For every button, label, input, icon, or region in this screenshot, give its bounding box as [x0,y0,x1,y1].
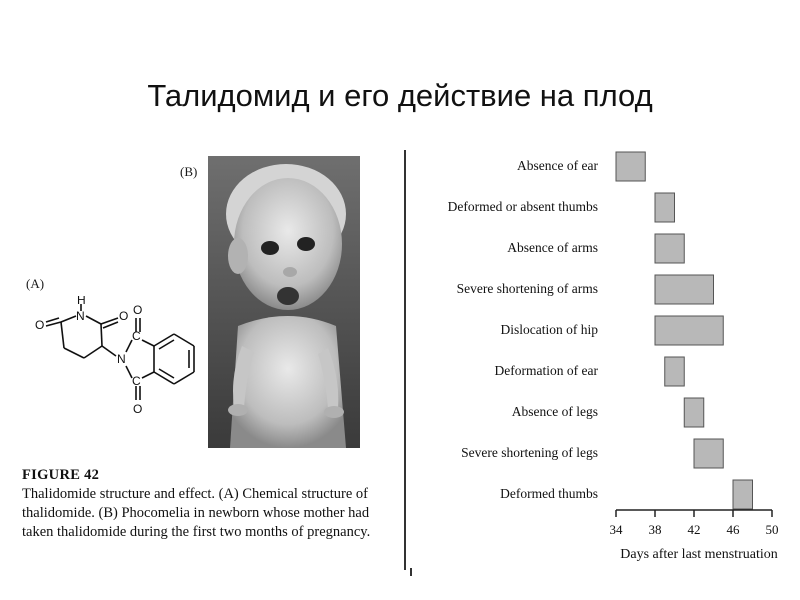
atom-o-bottom: O [133,402,143,416]
category-label: Absence of ear [517,158,598,173]
category-label: Deformed or absent thumbs [447,199,598,214]
atom-o-right-top: O [119,309,129,323]
range-bar [694,439,723,468]
range-bar [655,275,714,304]
category-label: Deformed thumbs [500,486,598,501]
figure-caption [22,466,374,542]
caption-heading: FIGURE 42 [22,467,100,483]
atom-c-lower: C [132,374,141,388]
category-label: Severe shortening of arms [456,281,598,296]
range-bar [733,480,753,509]
panel-a-label: (A) [26,276,45,291]
range-bar [684,398,704,427]
atom-n-mid: N [117,352,126,366]
x-tick-label: 42 [687,522,701,537]
column-divider [404,150,406,570]
category-label: Severe shortening of legs [461,445,598,460]
range-bar [655,234,684,263]
atom-o-left: O [35,318,45,332]
figure-scan [18,148,790,578]
caption-body: Thalidomide structure and effect. (A) Chemical structure of thalidomide. (B) Phocomelia in newborn whose mother had taken thalidomide during the first two months of pregnancy. [22,486,371,540]
x-tick-label: 46 [726,522,740,537]
range-bar [665,357,685,386]
category-label: Deformation of ear [494,363,598,378]
thalidomide-structure [24,296,204,446]
atom-h: H [77,296,86,307]
x-tick-label: 38 [648,522,662,537]
x-tick-label: 50 [765,522,779,537]
category-label: Absence of legs [511,404,598,419]
range-bar [655,193,675,222]
category-label: Dislocation of hip [500,322,598,337]
range-bar [616,152,645,181]
atom-n-top: N [76,309,85,323]
newborn-photo [208,156,360,448]
malformation-timing-chart [414,148,790,578]
slide-title: Талидомид и его действие на плод [147,78,653,113]
atom-o-top: O [133,303,143,317]
range-bar [655,316,723,345]
panel-b-label: (B) [180,164,198,179]
scan-mark [410,568,412,576]
category-label: Absence of arms [507,240,598,255]
x-axis-label: Days after last menstruation [620,547,778,562]
atom-c-upper: C [132,329,141,343]
x-tick-label: 34 [609,522,623,537]
